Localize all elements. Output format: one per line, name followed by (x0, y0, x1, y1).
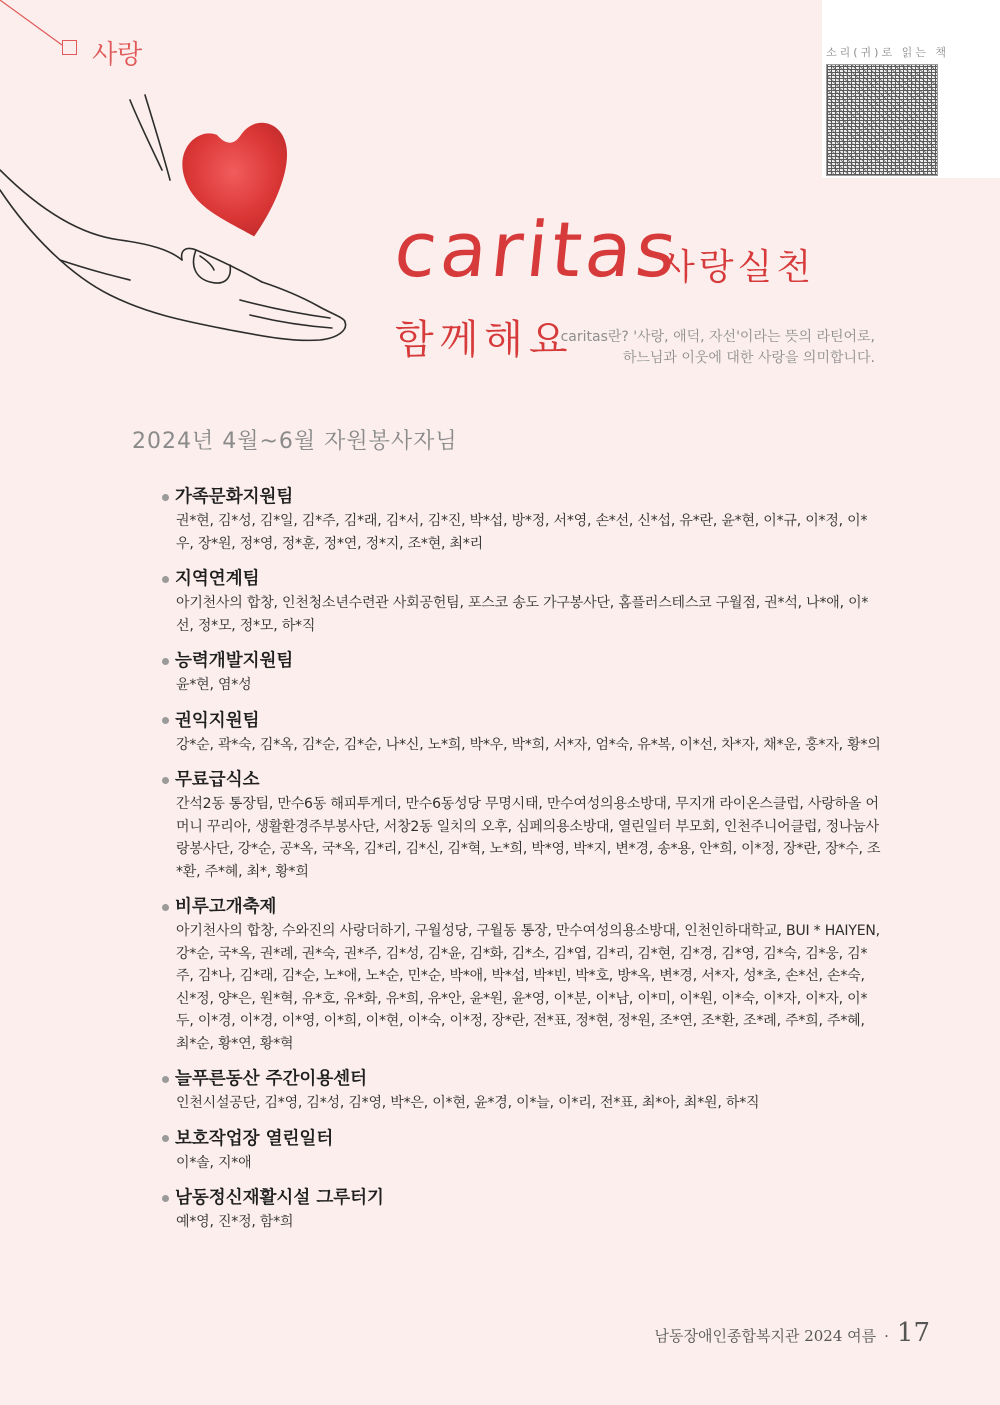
section-square-icon (62, 40, 77, 55)
team-members: 인천시설공단, 김*영, 김*성, 김*영, 박*은, 이*현, 윤*경, 이*늘, 이*리, 전*표, 최*아, 최*원, 하*직 (176, 1095, 760, 1111)
team-item (162, 1066, 882, 1115)
team-name: 보호작업장 열린일터 (175, 1128, 334, 1149)
hero-subtitle-together: 함께해요 (395, 317, 574, 363)
qr-code-icon[interactable] (826, 64, 938, 176)
team-item (162, 648, 882, 697)
team-name: 늘푸른동산 주간이용센터 (175, 1069, 368, 1089)
bullet-icon (162, 494, 169, 501)
team-list (162, 484, 882, 1245)
bullet-icon (162, 777, 169, 784)
heart-icon (173, 111, 310, 251)
team-members: 아기천사의 합창, 인천청소년수련관 사회공헌팀, 포스코 송도 가구봉사단, 홈플러스테스코 구월점, 권*석, 나*애, 이*선, 정*모, 정*모, 하*직 (176, 595, 869, 634)
team-members: 아기천사의 합창, 수와진의 사랑더하기, 구월성당, 구월동 통장, 만수여성의용소방대, 인천인하대학교, BUI * HAIYEN, 강*순, 국*옥, 권*례, 권*숙, 권*주, 김*성, 김*윤, 김*화, 김*소, 김*엽, 김*리, 김*현, 김*경, 김*영, 김*숙, 김*웅, 김*주, 김*나, 김*래, 김*순, 노*애, 노*순, 민*순, 박*애, 박*섭, 박*빈, 박*호, 방*옥, 변*경, 서*자, 성*초, 손*선, 손*숙, 신*정, 양*은, 원*혁, 유*호, 유*화, 유*희, 유*안, 윤*원, 윤*영, 이*분, 이*남, 이*미, 이*원, 이*숙, 이*자, 이*자, 이*두, 이*경, 이*경, 이*영, 이*희, 이*현, 이*숙, 이*정, 장*란, 전*표, 정*현, 정*원, 조*연, 조*환, 조*례, 주*희, 주*혜, 최*순, 황*연, 황*혁 (176, 923, 880, 1052)
footer-publication: 남동장애인종합복지관 2024 여름 (654, 1327, 877, 1345)
hero-title: caritas (390, 205, 685, 294)
team-name: 비루고개축제 (175, 897, 277, 917)
team-name: 지역연계팀 (175, 569, 260, 589)
section-label: 사랑 (92, 40, 143, 70)
bullet-icon (162, 717, 169, 724)
team-item (162, 1185, 882, 1234)
page-footer (600, 1318, 930, 1348)
bullet-icon (162, 1195, 169, 1202)
team-item (162, 566, 882, 637)
team-members: 이*솔, 지*애 (176, 1154, 252, 1171)
footer-separator: · (884, 1327, 889, 1345)
team-members: 권*현, 김*성, 김*일, 김*주, 김*래, 김*서, 김*진, 박*섭, 방*정, 서*영, 손*선, 신*섭, 유*란, 윤*현, 이*규, 이*정, 이*우, 장*원, 정*영, 정*훈, 정*연, 정*지, 조*현, 최*리 (176, 513, 868, 552)
team-name: 권익지원팀 (175, 710, 260, 731)
period-heading: 2024년 4월~6월 자원봉사자님 (132, 429, 458, 454)
bullet-icon (162, 576, 169, 583)
team-name: 가족문화지원팀 (175, 487, 294, 507)
bullet-icon (162, 658, 169, 665)
bullet-icon (162, 1076, 169, 1083)
hero-subtitle-practice: 사랑실천 (660, 247, 816, 288)
team-members: 윤*현, 염*성 (176, 677, 252, 693)
team-item (162, 1126, 882, 1175)
team-members: 예*영, 진*정, 함*희 (176, 1214, 294, 1230)
team-members: 강*순, 곽*숙, 김*옥, 김*순, 김*순, 나*신, 노*희, 박*우, 박*희, 서*자, 엄*숙, 유*복, 이*선, 차*자, 채*운, 홍*자, 황*의 (176, 736, 881, 753)
team-item (162, 484, 882, 555)
hand-holding-heart-illustration (0, 60, 380, 390)
page-number: 17 (896, 1318, 930, 1348)
team-item (162, 708, 882, 757)
hero-description: caritas란? '사랑, 애덕, 자선'이라는 뜻의 라틴어로, 하느님과 이웃에 대한 사랑을 의미합니다. (560, 329, 875, 366)
audio-book-caption: 소리(귀)로 읽는 책 (826, 46, 949, 59)
bullet-icon (162, 904, 169, 911)
bullet-icon (162, 1135, 169, 1142)
team-name: 무료급식소 (175, 770, 260, 790)
team-item (162, 894, 882, 1055)
team-name: 남동정신재활시설 그루터기 (175, 1188, 384, 1208)
team-members: 간석2동 통장팀, 만수6동 해피투게더, 만수6동성당 무명시태, 만수여성의용소방대, 무지개 라이온스클럽, 사랑하올 어머니 꾸리아, 생활환경주부봉사단, 서창2동 일치의 오후, 심페의용소방대, 열린일터 부모회, 인천주니어클럽, 정나눔사랑봉사단, 강*순, 공*옥, 국*옥, 김*리, 김*신, 김*혁, 노*희, 박*영, 박*지, 변*경, 송*용, 안*희, 이*정, 장*란, 장*수, 조*환, 주*혜, 최*, 황*희 (176, 796, 881, 880)
team-name: 능력개발지원팀 (175, 651, 294, 671)
team-item (162, 767, 882, 883)
